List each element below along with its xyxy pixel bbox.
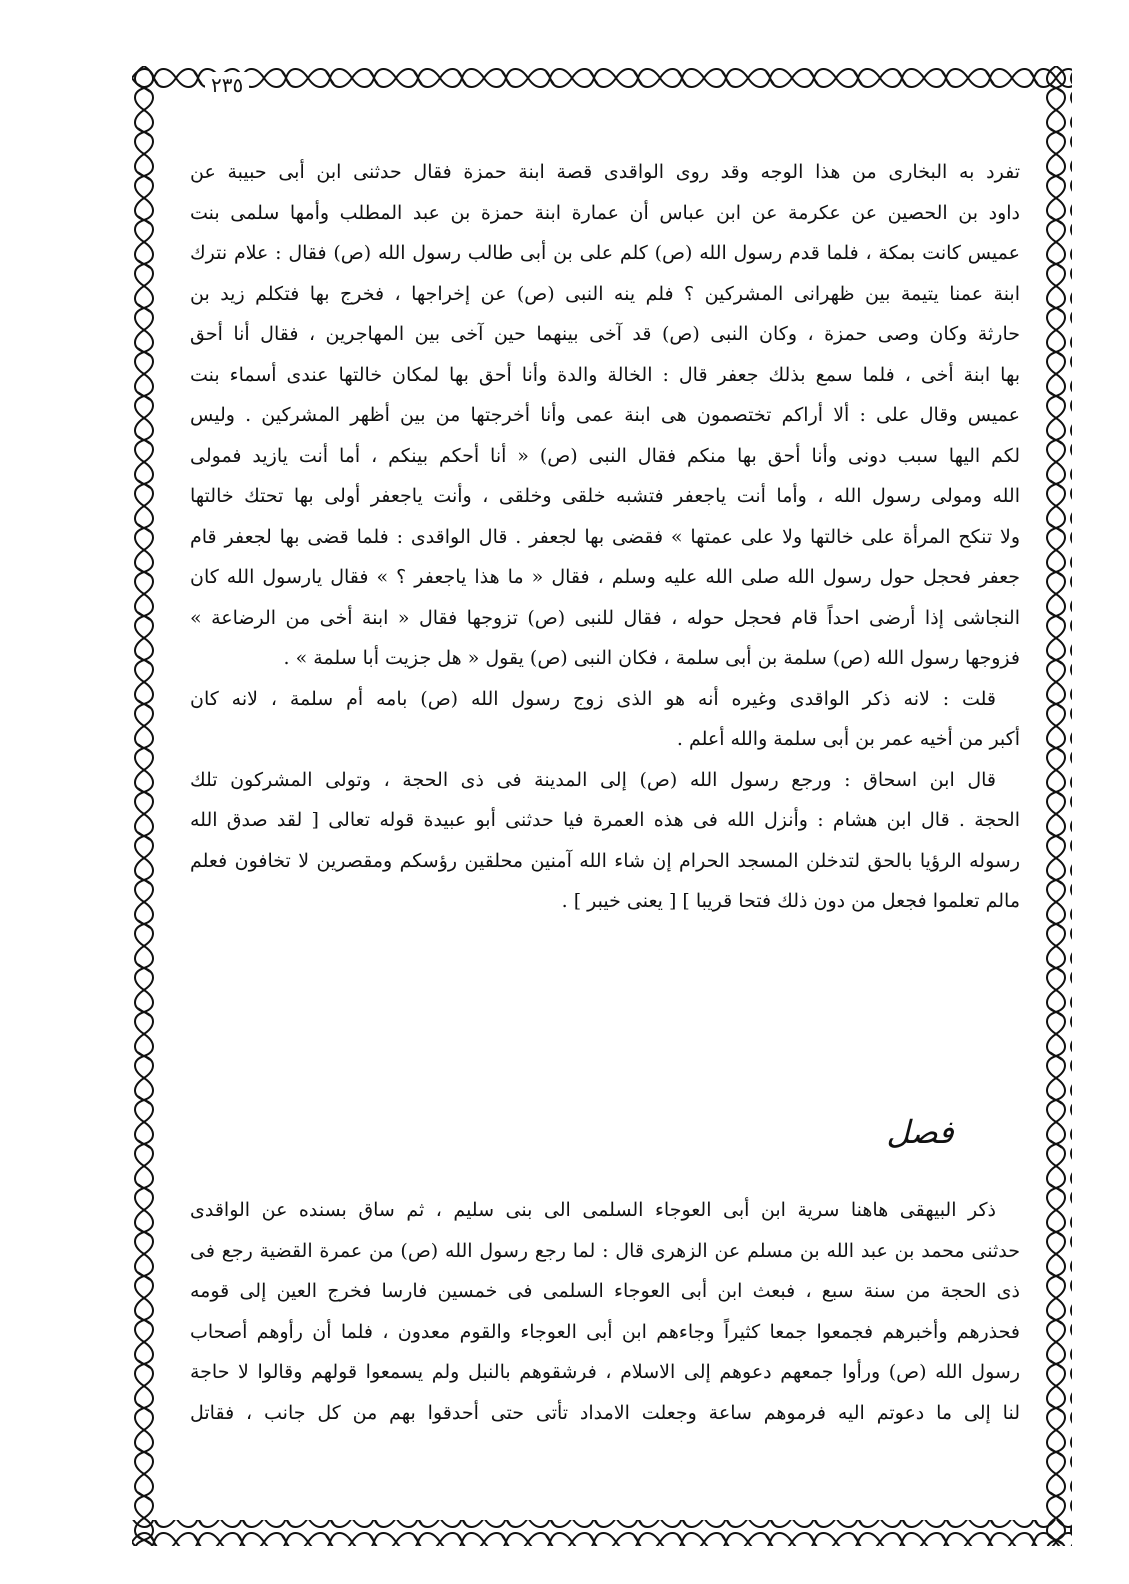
text-line: ولا تنكح المرأة على خالتها ولا على عمتها » فقضى بها لجعفر . قال الواقدى : فلما قضى بها لجعفر قام	[190, 525, 1020, 548]
paragraph-ibn-ishaq	[190, 760, 1020, 801]
text-line: رسوله الرؤيا بالحق لتدخلن المسجد الحرام إن شاء الله آمنين محلقين رؤسكم ومقصرين لا تخافون فعلم	[190, 849, 1020, 872]
paragraph-qultu	[190, 679, 1020, 720]
section-heading-fasl: فصل	[886, 1113, 954, 1151]
paragraph-qultu-cont	[190, 719, 1020, 760]
text-line: الله ومولى رسول الله ، وأما أنت ياجعفر فتشبه خلقى وخلقى ، وأنت ياجعفر أولى بها تحتك خالتها	[190, 485, 1020, 507]
paragraph-ibn-ishaq-cont	[190, 800, 1020, 922]
text-line: حدثنى محمد بن عبد الله بن مسلم عن الزهرى قال : لما رجع رسول الله (ص) من عمرة القضية رجع فى	[190, 1239, 1020, 1262]
text-line: قلت : لانه ذكر الواقدى وغيره أنه هو الذى زوج رسول الله (ص) بامه أم سلمة ، لانه كان	[190, 687, 996, 710]
text-line: ذكر البيهقى هاهنا سرية ابن أبى العوجاء السلمى الى بنى سليم ، ثم ساق بسنده عن الواقدى	[190, 1199, 996, 1221]
text-line: رسول الله (ص) ورأوا جمعهم دعوهم إلى الاسلام ، فرشقوهم بالنبل ولم يسمعوا قولهم وقالوا لا حاجة	[190, 1361, 1020, 1383]
text-line: مالم تعلموا فجعل من دون ذلك فتحا قريبا ] [ يعنى خيبر ] .	[561, 890, 1020, 912]
main-text-upper	[190, 152, 1020, 922]
text-line: جعفر فحجل حول رسول الله صلى الله عليه وسلم ، فقال « ما هذا ياجعفر ؟ » فقال يارسول الله كان	[190, 566, 1020, 588]
paragraph-bayhaqi	[190, 1190, 1020, 1231]
text-line: ذى الحجة من سنة سبع ، فبعث ابن أبى العوجاء السلمى فى خمسين فارسا فخرج العين إلى قومه	[190, 1280, 1020, 1302]
text-line: لكم اليها سبب دونى وأنا أحق بها منكم فقال النبى (ص) « أنا أحكم بينكم ، أما أنت يازيد فمولى	[190, 444, 1020, 467]
text-line: تفرد به البخارى من هذا الوجه وقد روى الواقدى قصة ابنة حمزة فقال حدثنى ابن أبى حبيبة عن	[190, 161, 1020, 183]
paragraph-ibnat-hamza	[190, 152, 1020, 679]
text-line: بها ابنة أخى ، فلما سمع بذلك جعفر قال : الخالة والدة وأنا أحق بها لمكان خالتها عندى أسماء بنت	[190, 363, 1020, 386]
text-line: لنا إلى ما دعوتم اليه فرموهم ساعة وجعلت الامداد تأتى حتى أحدقوا بهم من كل جانب ، فقاتل	[190, 1401, 1020, 1424]
page-number: ٢٣٥	[205, 72, 249, 98]
text-line: النجاشى إذا أرضى احداً قام فحجل حوله ، فقال للنبى (ص) تزوجها فقال « ابنة أخى من الرضاعة »	[190, 606, 1020, 629]
text-line: عميس وقال على : ألا أراكم تختصمون هى ابنة عمى وأنا أخرجتها من بين أظهر المشركين . وليس	[190, 404, 1020, 426]
text-line: عميس كانت بمكة ، فلما قدم رسول الله (ص) كلم على بن أبى طالب رسول الله (ص) فقال : علام نترك	[190, 242, 1020, 264]
text-line: فحذرهم وأخبرهم فجمعوا جمعا كثيراً وجاءهم ابن أبى العوجاء والقوم معدون ، فلما أن رأوهم أصحاب	[190, 1320, 1020, 1343]
text-line: داود بن الحصين عن عكرمة عن ابن عباس أن عمارة ابنة حمزة بن عبد المطلب وأمها سلمى بنت	[190, 201, 1020, 224]
text-line: أكبر من أخيه عمر بن أبى سلمة والله أعلم .	[676, 728, 1020, 750]
main-text-lower	[190, 1190, 1020, 1433]
text-line: ابنة عمنا يتيمة بين ظهرانى المشركين ؟ فلم ينه النبى (ص) عن إخراجها ، فخرج بها فتكلم زيد بن	[190, 282, 1020, 305]
text-line: قال ابن اسحاق : ورجع رسول الله (ص) إلى المدينة فى ذى الحجة ، وتولى المشركون تلك	[190, 768, 996, 791]
text-line: حارثة وكان وصى حمزة ، وكان النبى (ص) قد آخى بينهما حين آخى بين المهاجرين ، فقال أنا أحق	[190, 323, 1020, 345]
text-line: فزوجها رسول الله (ص) سلمة بن أبى سلمة ، فكان النبى (ص) يقول « هل جزيت أبا سلمة » .	[283, 647, 1020, 669]
paragraph-bayhaqi-cont	[190, 1231, 1020, 1434]
text-line: الحجة . قال ابن هشام : وأنزل الله فى هذه العمرة فيا حدثنى أبو عبيدة قوله تعالى [ لقد صدق الله	[190, 809, 1020, 831]
